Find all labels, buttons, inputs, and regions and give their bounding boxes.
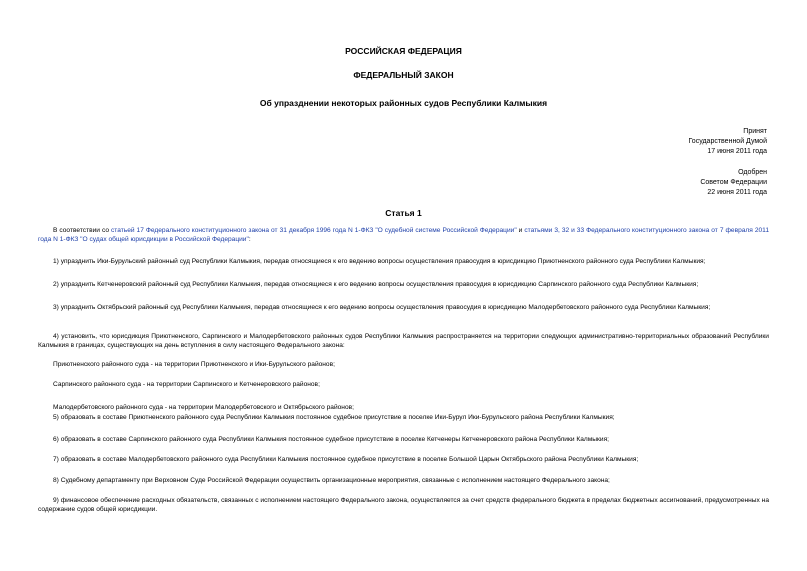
clause-7: 7) образовать в составе Малодербетовского районного суда Республики Калмыкия постоянное судебное присутствие в поселке Большой Царын Октябрьского района Республики Калмыкия; [53,456,639,463]
intro-paragraph [38,226,769,245]
clause-5: 5) образовать в составе Приютненского районного суда Республики Калмыкия постоянное судебное присутствие в поселке Ики-Бурул Ики-Бурульского района Республики Калмыкия; [53,414,615,421]
approval-block [700,168,767,198]
article-heading: Статья 1 [385,208,422,218]
law-title: Об упразднении некоторых районных судов Республики Калмыкия [259,98,548,108]
clause-2: 2) упразднить Кетченеровский районный суд Республики Калмыкия, передав относящиеся к его ведению вопросы осуществления правосудия в юрисдикцию Сарпинского районного суда Республики Калмыкия; [53,281,699,288]
intro-prefix: В соответствии со [53,227,111,234]
adoption-label: Принят [743,128,767,135]
clause-4-item-c: Малодербетовского районного суда - на территории Малодербетовского и Октябрьского районов; [53,404,354,411]
adoption-date: 17 июня 2011 года [707,148,767,155]
clause-9: 9) финансовое обеспечение расходных обязательств, связанных с исполнением настоящего Федерального закона, осуществляется за счет средств федерального бюджета в пределах бюджетных ассигнований, предусмотренных на содержание судов общей юрисдикции. [38,497,769,514]
clause-6: 6) образовать в составе Сарпинского районного суда Республики Калмыкия постоянное судебное присутствие в поселке Кетченеры Кетченеровского района Республики Калмыкия; [53,436,609,443]
adoption-body: Государственной Думой [688,138,767,145]
clause-4-item-b: Сарпинского районного суда - на территории Сарпинского и Кетченеровского районов; [53,381,320,388]
country-heading: РОССИЙСКАЯ ФЕДЕРАЦИЯ [345,46,462,56]
clause-4: 4) установить, что юрисдикция Приютненского, Сарпинского и Малодербетовского районных судов Республики Калмыкия распространяется на территории следующих административно-территориальных образований Республики Калмыкия в границах, существующих на день вступления в силу настоящего Федерального закона: [38,333,769,350]
clause-4-item-a: Приютненского районного суда - на территории Приютненского и Ики-Бурульского районов; [53,361,335,368]
link-fkz-general-courts[interactable]: статьями 3, 32 и 33 Федерального конституционного закона от 7 февраля 2011 года N 1-ФКЗ "О судах общей юрисдикции в Российской Федерации" [38,227,769,244]
intro-suffix: : [248,236,251,244]
law-type-heading: ФЕДЕРАЛЬНЫЙ ЗАКОН [353,70,454,80]
approval-date: 22 июня 2011 года [707,189,767,196]
approval-body: Советом Федерации [700,179,767,186]
clause-1: 1) упразднить Ики-Бурульский районный суд Республики Калмыкия, передав относящиеся к его ведению вопросы осуществления правосудия в юрисдикцию Приютненского районного суда Республики Калмыкия; [53,258,706,265]
clause-8: 8) Судебному департаменту при Верховном Суде Российской Федерации осуществить организационные мероприятия, связанные с исполнением настоящего Федерального закона; [53,477,610,484]
clause-3: 3) упразднить Октябрьский районный суд Республики Калмыкия, передав относящиеся к его ведению вопросы осуществления правосудия в юрисдикцию Малодербетовского районного суда Республики Калмыкия; [53,304,711,311]
adoption-block [688,127,767,157]
approval-label: Одобрен [738,169,767,176]
link-fkz-judicial-system[interactable]: статьей 17 Федерального конституционного закона от 31 декабря 1996 года N 1-ФКЗ "О судебной системе Российской Федерации" [111,227,517,234]
intro-mid: и [516,227,525,234]
